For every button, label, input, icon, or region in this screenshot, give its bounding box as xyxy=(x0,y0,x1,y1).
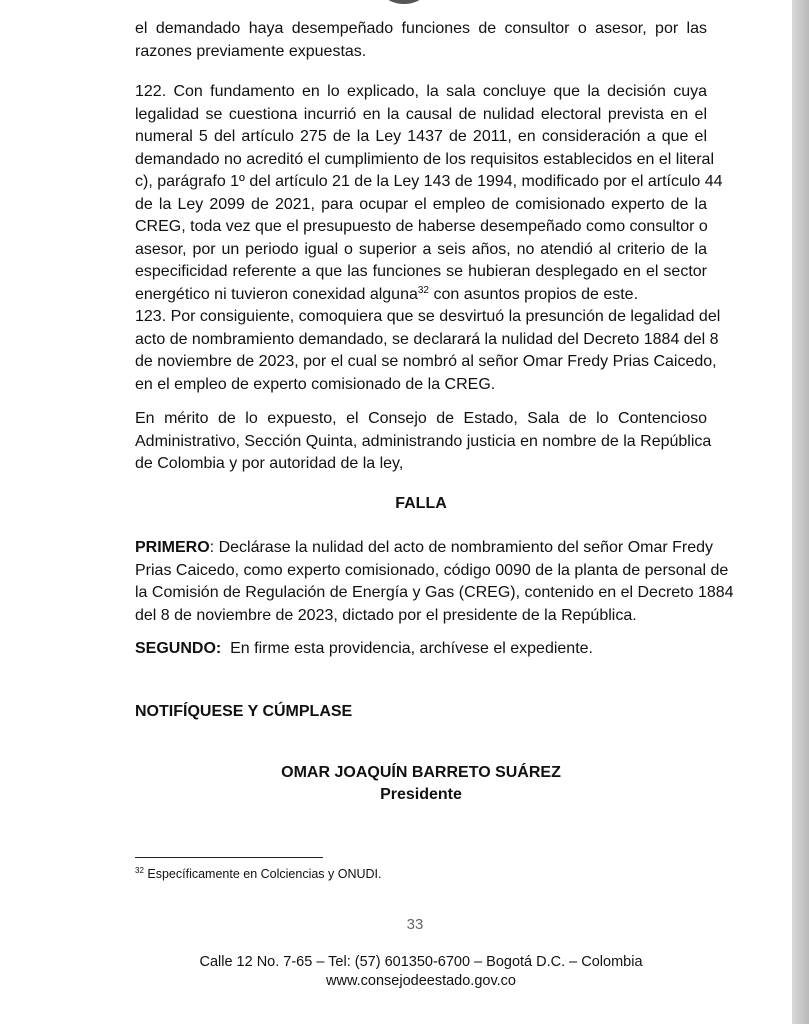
signatory-role: Presidente xyxy=(380,786,462,803)
paragraph-line: En mérito de lo expuesto, el Consejo de Estado, Sala de lo Contencioso xyxy=(135,410,707,427)
line-text: energético ni tuvieron conexidad alguna xyxy=(135,285,418,303)
notifiquese-heading: NOTIFÍQUESE Y CÚMPLASE xyxy=(135,703,353,720)
primero-paragraph xyxy=(135,537,734,627)
paragraph-line: c), parágrafo 1º del artículo 21 de la Ley 143 de 1994, modificado por el artículo 44 xyxy=(135,173,723,190)
segundo-paragraph xyxy=(135,638,707,661)
paragraph-line xyxy=(135,284,707,307)
paragraph-line: Prias Caicedo, como experto comisionado, código 0090 de la planta de personal de xyxy=(135,561,729,579)
falla-heading: FALLA xyxy=(395,495,447,512)
line-text: : Declárase la nulidad del acto de nombramiento del señor Omar Fredy xyxy=(209,539,714,556)
footnote xyxy=(135,867,382,881)
paragraph-line: Administrativo, Sección Quinta, administrando justicia en nombre de la República xyxy=(135,432,712,450)
paragraph-line xyxy=(135,537,714,560)
footer-address: Calle 12 No. 7-65 – Tel: (57) 601350-6700 – Bogotá D.C. – Colombia xyxy=(199,954,643,970)
letterhead-seal-fragment xyxy=(372,0,436,4)
footnote-number: 32 xyxy=(135,866,144,875)
page-number: 33 xyxy=(406,916,424,933)
paragraph-line: 122. Con fundamento en lo explicado, la sala concluye que la decisión cuya xyxy=(135,83,707,100)
paragraph-line: numeral 5 del artículo 275 de la Ley 1437 de 2011, en consideración a que el xyxy=(135,128,707,145)
paragraph-line: acto de nombramiento demandado, se declarará la nulidad del Decreto 1884 del 8 xyxy=(135,330,719,348)
paragraph-line: legalidad se cuestiona incurrió en la causal de nulidad electoral prevista en el xyxy=(135,105,707,123)
line-text: con asuntos propios de este. xyxy=(429,285,639,303)
paragraph-line: asesor, por un periodo igual o superior a seis años, no atendió al criterio de la xyxy=(135,240,707,258)
segundo-text: En firme esta providencia, archívese el expediente. xyxy=(221,640,593,657)
paragraph-line: demandado no acreditó el cumplimiento de los requisitos establecidos en el literal xyxy=(135,150,714,168)
paragraph-line: la Comisión de Regulación de Energía y Gas (CREG), contenido en el Decreto 1884 xyxy=(135,584,734,601)
signatory-name: OMAR JOAQUÍN BARRETO SUÁREZ xyxy=(281,764,561,781)
page-edge-shadow xyxy=(792,0,809,1024)
paragraph-line: especificidad referente a que las funciones se hubieran desplegado en el sector xyxy=(135,263,707,280)
paragraph-line: de noviembre de 2023, por el cual se nombró al señor Omar Fredy Prias Caicedo, xyxy=(135,353,717,370)
paragraph-123 xyxy=(135,306,721,396)
merito-paragraph xyxy=(135,408,712,476)
paragraph-line: el demandado haya desempeñado funciones de consultor o asesor, por las xyxy=(135,20,707,37)
footnote-reference[interactable]: 32 xyxy=(417,284,429,296)
footer-website[interactable]: www.consejodeestado.gov.co xyxy=(326,973,516,989)
paragraph-line: de la Ley 2099 de 2021, para ocupar el empleo de comisionado experto de la xyxy=(135,195,707,213)
paragraph-line: de Colombia y por autoridad de la ley, xyxy=(135,455,404,472)
paragraph-line: 123. Por consiguiente, comoquiera que se desvirtuó la presunción de legalidad del xyxy=(135,308,721,325)
segundo-label: SEGUNDO: xyxy=(135,640,222,657)
footnote-text: Específicamente en Colciencias y ONUDI. xyxy=(143,867,382,881)
primero-label: PRIMERO xyxy=(135,539,210,556)
paragraph-line: razones previamente expuestas. xyxy=(135,42,367,60)
continuation-paragraph xyxy=(135,18,707,63)
paragraph-line: en el empleo de experto comisionado de la CREG. xyxy=(135,375,496,393)
paragraph-122 xyxy=(135,81,723,306)
paragraph-line: CREG, toda vez que el presupuesto de haberse desempeñado como consultor o xyxy=(135,218,708,235)
footnote-divider xyxy=(135,857,323,858)
paragraph-line: del 8 de noviembre de 2023, dictado por el presidente de la República. xyxy=(135,606,637,624)
